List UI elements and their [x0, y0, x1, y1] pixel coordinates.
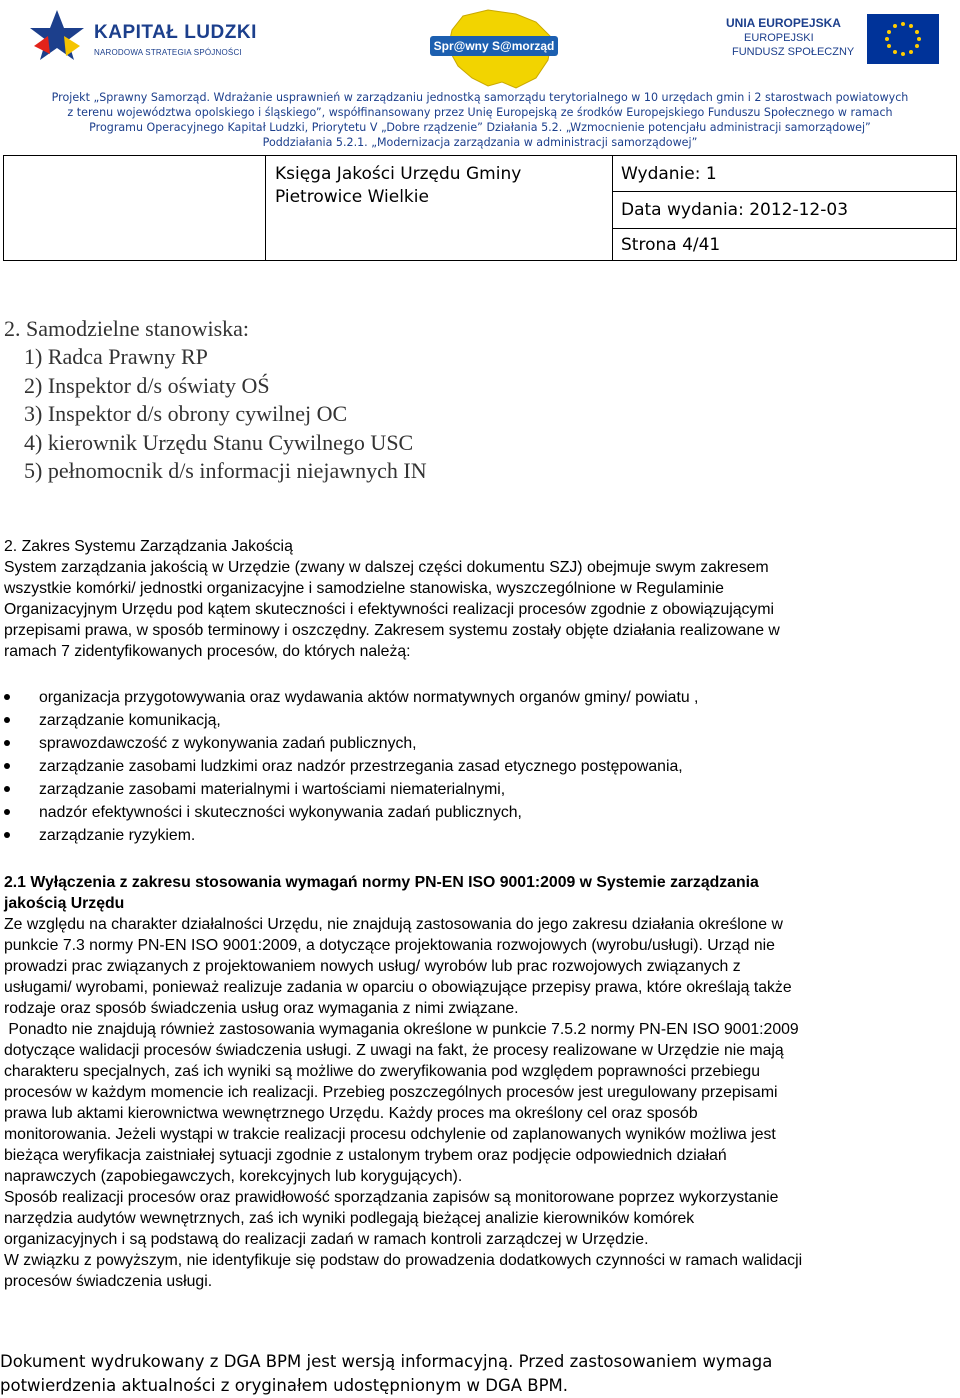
- standalone-positions-heading: 2. Samodzielne stanowiska:: [4, 316, 250, 341]
- issue-date: Data wydania: 2012-12-03: [621, 200, 849, 220]
- position-item: 1) Radca Prawny RP: [24, 344, 208, 369]
- footer-line2: potwierdzenia aktualności z oryginałem udostępnionym w DGA BPM.: [0, 1376, 569, 1395]
- sprawny-samorzad-logo: [418, 8, 568, 90]
- section-2-1-heading-line1: 2.1 Wyłączenia z zakresu stosowania wymagań normy PN-EN ISO 9001:2009 w Systemie zarządzania: [4, 874, 759, 891]
- body-line: charakteru specjalnych, zaś ich wyniki są możliwe do zweryfikowania pod względem poprawności przebiegu: [4, 1063, 760, 1080]
- bullet-icon: [4, 832, 10, 838]
- body-line: prawa lub aktami kierownictwa wewnętrznego Urzędu. Każdy proces ma określony cel oraz sposób: [4, 1105, 698, 1122]
- process-item: zarządzanie ryzykiem.: [39, 827, 196, 844]
- bullet-icon: [4, 717, 10, 723]
- section-2-paragraph: [4, 557, 780, 662]
- project-line: Programu Operacyjnego Kapitał Ludzki, Priorytetu V „Dobre rządzenie” Działania 5.2. „Wzmocnienie potencjału administracji samorządowej”: [89, 121, 871, 134]
- paragraph-line: ramach 7 zidentyfikowanych procesów, do których należą:: [4, 643, 411, 660]
- body-line: Ze względu na charakter działalności Urzędu, nie znajdują zastosowania do jego zakresu działania określone w: [4, 916, 783, 933]
- section-2-1-body: [4, 914, 802, 1292]
- process-item: zarządzanie komunikacją,: [39, 712, 221, 729]
- page-number: Strona 4/41: [621, 235, 721, 255]
- bullet-icon: [4, 740, 10, 746]
- body-line: rodzaje oraz sposób świadczenia usług oraz wymagania z nimi związane.: [4, 1000, 519, 1017]
- body-line: procesów świadczenia usługi.: [4, 1273, 213, 1290]
- document-header-table: [3, 155, 957, 261]
- position-item: 5) pełnomocnik d/s informacji niejawnych IN: [24, 458, 427, 483]
- eu-fund-line2: FUNDUSZ SPOŁECZNY: [732, 46, 855, 58]
- table-divider: [612, 156, 613, 260]
- process-item: organizacja przygotowywania oraz wydawania aktów normatywnych organów gminy/ powiatu ,: [39, 689, 699, 706]
- body-line: prowadzi prac związanych z projektowaniem nowych usług/ wyrobów lub prac rozwojowych związanych z: [4, 958, 741, 975]
- eu-flag-icon: [867, 14, 939, 64]
- eu-title: UNIA EUROPEJSKA: [726, 16, 841, 30]
- kapital-ludzki-logo: [24, 6, 257, 70]
- body-line: usługami/ wyrobami, ponieważ realizuje zadania w oparciu o obowiązujące przepisy prawa, które określają także: [4, 979, 792, 996]
- bullet-icon: [4, 809, 10, 815]
- manual-title-line2: Pietrowice Wielkie: [275, 187, 429, 207]
- section-2-1-heading-line2: jakością Urzędu: [4, 895, 125, 912]
- bullet-icon: [4, 786, 10, 792]
- body-line: Sposób realizacji procesów oraz prawidłowość sporządzania zapisów są monitorowane poprzez wykorzystanie: [4, 1189, 779, 1206]
- body-line: monitorowania. Jeżeli wystąpi w trakcie realizacji procesu odchylenie od zaplanowanych wyników możliwa jest: [4, 1126, 776, 1143]
- kapital-ludzki-title: KAPITAŁ LUDZKI: [94, 22, 257, 43]
- project-line: Projekt „Sprawny Samorząd. Wdrażanie usprawnień w zarządzaniu jednostką samorządu terytorialnego w 10 urzędach gmin i 2 starostwach powiatowych: [51, 91, 909, 104]
- project-line: Poddziałania 5.2.1. „Modernizacja zarządzania w administracji samorządowej”: [262, 136, 698, 149]
- position-item: 3) Inspektor d/s obrony cywilnej OC: [24, 401, 348, 426]
- eu-logo: [722, 8, 942, 70]
- paragraph-line: wszystkie komórki/ jednostki organizacyjne i samodzielne stanowiska, wyszczególnione w Regulaminie: [4, 580, 724, 597]
- bullet-icon: [4, 763, 10, 769]
- process-item: zarządzanie zasobami ludzkimi oraz nadzór przestrzegania zasad etycznego postępowania,: [39, 758, 683, 775]
- body-line: dotyczące walidacji procesów świadczenia usługi. Z uwagi na fakt, że procesy realizowane w Urzędzie nie mają: [4, 1042, 784, 1059]
- section-2-heading: 2. Zakres Systemu Zarządzania Jakością: [4, 538, 293, 555]
- bullet-icon: [4, 694, 10, 700]
- table-divider: [612, 191, 956, 192]
- kapital-ludzki-subtitle: NARODOWA STRATEGIA SPÓJNOŚCI: [94, 48, 242, 57]
- body-line: Ponadto nie znajdują również zastosowania wymagania określone w punkcie 7.5.2 normy PN-EN ISO 9001:2009: [4, 1021, 799, 1038]
- eu-fund-line1: EUROPEJSKI: [744, 32, 814, 44]
- process-item: sprawozdawczość z wykonywania zadań publicznych,: [39, 735, 417, 752]
- edition-number: Wydanie: 1: [621, 164, 717, 184]
- process-item: zarządzanie zasobami materialnymi i wartościami niematerialnymi,: [39, 781, 506, 798]
- body-line: procesów w każdym momencie ich realizacji. Przebieg poszczególnych procesów jest uregulowany przepisami: [4, 1084, 778, 1101]
- table-divider: [612, 228, 956, 229]
- footer-disclaimer: [0, 1350, 960, 1398]
- project-line: z terenu województwa opolskiego i śląskiego”, współfinansowany przez Unię Europejską ze środków Europejskiego Funduszu Społecznego w ramach: [67, 106, 893, 119]
- process-item: nadzór efektywności i skuteczności wykonywania zadań publicznych,: [39, 804, 522, 821]
- paragraph-line: przepisami prawa, w sposób terminowy i oszczędny. Zakresem systemu zostały objęte działania realizowane w: [4, 622, 780, 639]
- table-divider: [265, 156, 266, 260]
- kapital-ludzki-emblem-icon: [24, 6, 90, 68]
- body-line: narzędzia audytów wewnętrznych, zaś ich wyniki podlegają bieżącej analizie kierowników komórek: [4, 1210, 695, 1227]
- body-line: organizacyjnych i są podstawą do realizacji zadań w ramach kontroli zarządczej w Urzędzie.: [4, 1231, 649, 1248]
- body-line: bieżąca weryfikacja zaistniałej sytuacji zgodnie z ustalonym trybem oraz podjęcie odpowiednich działań: [4, 1147, 727, 1164]
- footer-line1: Dokument wydrukowany z DGA BPM jest wersją informacyjną. Przed zastosowaniem wymaga: [0, 1352, 773, 1371]
- body-line: W związku z powyższym, nie identyfikuje się podstaw do prowadzenia dodatkowych czynności w ramach walidacji: [4, 1252, 803, 1269]
- manual-title-line1: Księga Jakości Urzędu Gminy: [275, 164, 522, 184]
- paragraph-line: Organizacyjnym Urzędu pod kątem skuteczności i efektywności realizacji procesów zgodnie z obowiązującymi: [4, 601, 774, 618]
- sprawny-samorzad-label: Spr@wny S@morząd: [430, 36, 558, 56]
- body-line: naprawczych (zapobiegawczych, korekcyjnych lub korygujących).: [4, 1168, 463, 1185]
- position-item: 4) kierownik Urzędu Stanu Cywilnego USC: [24, 430, 414, 455]
- project-info: [0, 90, 960, 150]
- position-item: 2) Inspektor d/s oświaty OŚ: [24, 373, 270, 398]
- body-line: punkcie 7.3 normy PN-EN ISO 9001:2009, a dotyczące projektowania rozwojowych (wyrobu/usługi). Urząd nie: [4, 937, 775, 954]
- paragraph-line: System zarządzania jakością w Urzędzie (zwany w dalszej części dokumentu SZJ) obejmuje swym zakresem: [4, 559, 769, 576]
